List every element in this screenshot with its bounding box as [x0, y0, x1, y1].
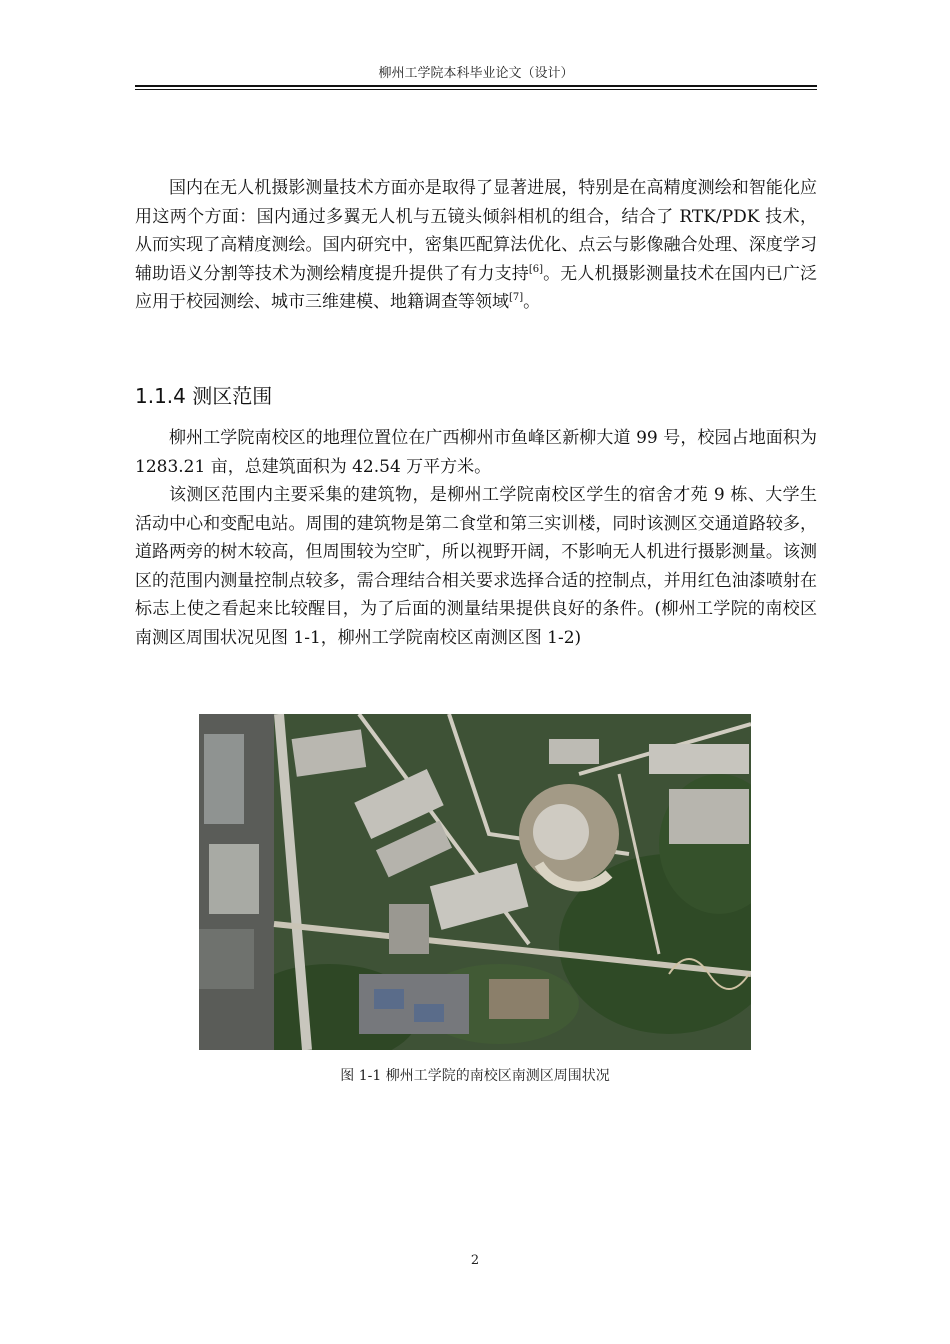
survey-area-text: [135, 424, 817, 652]
section-heading: 1.1.4 测区范围: [135, 384, 273, 408]
satellite-image-figure: [199, 714, 751, 1050]
page-number: 2: [470, 1253, 480, 1268]
running-header: 柳州工学院本科毕业论文（设计）: [378, 66, 574, 81]
paragraph-text: 国内在无人机摄影测量技术方面亦是取得了显著进展，特别是在高精度测绘和智能化应用这两个方面：国内通过多翼无人机与五镜头倾斜相机的组合，结合了 RTK/PDK 技术，从而实现了高精度测绘。国内研究中，密集匹配算法优化、点云与影像融合处理、深度学习辅助语义分割等技术为测绘精度提升提供了有力支持: [135, 178, 817, 284]
paragraph-location: 柳州工学院南校区的地理位置位在广西柳州市鱼峰区新柳大道 99 号，校园占地面积为 1283.21 亩，总建筑面积为 42.54 万平方米。: [135, 428, 817, 477]
citation-7[interactable]: [7]: [509, 292, 524, 303]
header-rule-thick: [135, 85, 817, 87]
paragraph-text: 。无人机摄影测量技术在国内已广泛应用于校园测绘、城市三维建模、地籍调查等领域: [135, 263, 818, 312]
header-rule-thin: [135, 89, 817, 90]
paragraph-survey-scope: 该测区范围内主要采集的建筑物，是柳州工学院南校区学生的宿舍才苑 9 栋、大学生活动中心和变配电站。周围的建筑物是第二食堂和第三实训楼，同时该测区交通道路较多，道路两旁的树木较高，但周围较为空旷，所以视野开阔，不影响无人机进行摄影测量。该测区的范围内测量控制点较多，需合理结合相关要求选择合适的控制点，并用红色油漆喷射在标志上使之看起来比较醒目，为了后面的测量结果提供良好的条件。(柳州工学院的南校区南测区周围状况见图 1-1，柳州工学院南校区南测区图 1-2): [135, 485, 817, 648]
paragraph-text: 。: [523, 292, 541, 312]
satellite-image: [199, 714, 751, 1050]
figure-caption: 图 1-1 柳州工学院的南校区南测区周围状况: [340, 1068, 610, 1084]
paragraph-domestic-progress: [135, 174, 817, 317]
citation-6[interactable]: [6]: [528, 263, 544, 275]
